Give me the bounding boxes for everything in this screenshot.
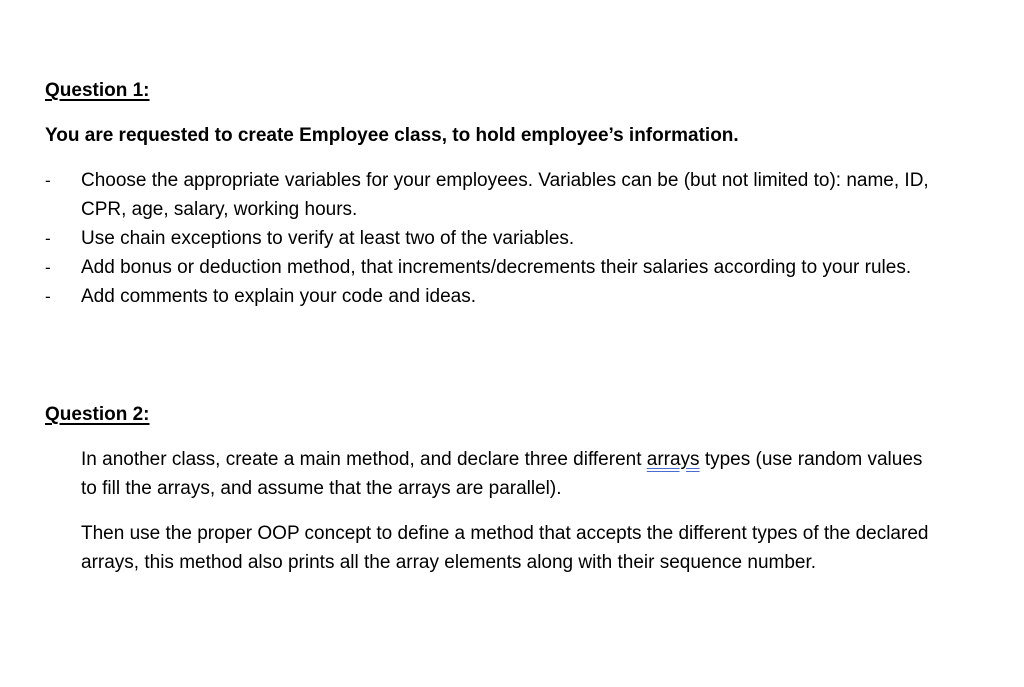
bullet-text: Add comments to explain your code and ideas.: [81, 286, 477, 307]
bullet-dash: -: [45, 229, 51, 248]
bullet-text: Use chain exceptions to verify at least two of the variables.: [81, 228, 575, 249]
bullet-dash: -: [45, 171, 51, 190]
bullet-item-bonus: [45, 253, 945, 282]
bullet-item-comments: [45, 282, 945, 311]
question-1-intro: You are requested to create Employee class, to hold employee’s information.: [45, 125, 739, 146]
question-2-heading: Question 2:: [45, 404, 150, 425]
paragraph-text: types (use random values to fill the arrays, and assume that the arrays are parallel).: [81, 449, 923, 499]
question-2-paragraph-2: Then use the proper OOP concept to define a method that accepts the different types of the declared arrays, this method also prints all the array elements along with their sequence number.: [81, 523, 929, 573]
bullet-dash: -: [45, 287, 51, 306]
question-1-bullet-list: [45, 166, 945, 311]
bullet-item-variables: [45, 166, 945, 224]
bullet-item-exceptions: [45, 224, 945, 253]
paragraph-text: In another class, create a main method, and declare three different: [81, 449, 647, 470]
bullet-text: Choose the appropriate variables for your employees. Variables can be (but not limited to): name, ID, CPR, age, salary, working hours.: [81, 170, 929, 220]
bullet-text: Add bonus or deduction method, that increments/decrements their salaries according to your rules.: [81, 257, 912, 278]
bullet-dash: -: [45, 258, 51, 277]
question-1-heading: Question 1:: [45, 80, 150, 101]
question-2-paragraph-1: [81, 445, 941, 503]
grammar-flagged-word: arrays: [646, 449, 700, 470]
